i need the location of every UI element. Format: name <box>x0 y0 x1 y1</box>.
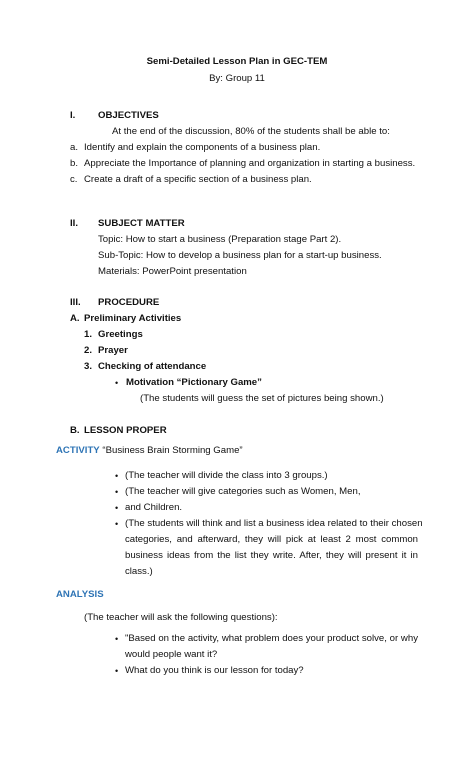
analysis-question: What do you think is our lesson for today? <box>125 665 304 676</box>
subsection-letter-a: A. <box>70 313 80 324</box>
step-item: Greetings <box>98 329 143 340</box>
objective-letter: a. <box>70 142 79 153</box>
analysis-label: ANALYSIS <box>56 589 104 600</box>
materials-line: Materials: PowerPoint presentation <box>98 266 247 277</box>
subsection-letter-b: B. <box>70 425 80 436</box>
section-numeral-1: I. <box>70 110 76 121</box>
objective-letter: b. <box>70 158 79 169</box>
objective-item: Create a draft of a specific section of a business plan. <box>84 174 312 185</box>
topic-line: Topic: How to start a business (Preparation stage Part 2). <box>98 234 342 245</box>
step-item: Prayer <box>98 345 128 356</box>
step-number: 3. <box>84 361 93 372</box>
bullet-icon: • <box>115 666 119 676</box>
objective-letter: c. <box>70 174 78 185</box>
activity-bullet: (The teacher will give categories such as Women, Men, <box>125 486 361 497</box>
activity-bullet: and Children. <box>125 502 183 513</box>
analysis-question-continuation: would people want it? <box>125 649 218 660</box>
activity-label: ACTIVITY <box>56 445 100 456</box>
objective-item: Identify and explain the components of a business plan. <box>84 142 321 153</box>
activity-bullet: (The students will think and list a business idea related to their chosen <box>125 518 423 529</box>
subject-matter-heading: SUBJECT MATTER <box>98 218 185 229</box>
subtopic-line: Sub-Topic: How to develop a business plan for a start-up business. <box>98 250 382 261</box>
activity-continuation: class.) <box>125 566 153 577</box>
bullet-icon: • <box>115 487 119 497</box>
analysis-question: "Based on the activity, what problem does your product solve, or why <box>125 633 418 644</box>
bullet-icon: • <box>115 471 119 481</box>
section-numeral-3: III. <box>70 297 81 308</box>
lesson-proper-heading: LESSON PROPER <box>84 425 167 436</box>
activity-continuation: business ideas from the list they write. After, they will present it in <box>125 550 418 561</box>
motivation-note: (The students will guess the set of pictures being shown.) <box>140 393 384 404</box>
objective-item: Appreciate the Importance of planning and organization in starting a business. <box>84 158 416 169</box>
step-number: 1. <box>84 329 93 340</box>
objectives-heading: OBJECTIVES <box>98 110 159 121</box>
activity-continuation: categories, and afterward, they will pick at least 2 most common <box>125 534 418 545</box>
activity-line <box>56 445 243 457</box>
bullet-icon: • <box>115 634 119 644</box>
preliminary-activities-heading: Preliminary Activities <box>84 313 182 324</box>
procedure-heading: PROCEDURE <box>98 297 160 308</box>
motivation-item: Motivation “Pictionary Game” <box>126 377 262 388</box>
activity-bullet: (The teacher will divide the class into 3 groups.) <box>125 470 328 481</box>
analysis-intro: (The teacher will ask the following questions): <box>84 612 278 623</box>
objectives-intro: At the end of the discussion, 80% of the students shall be able to: <box>112 126 390 137</box>
step-item: Checking of attendance <box>98 361 207 372</box>
step-number: 2. <box>84 345 93 356</box>
bullet-icon: • <box>115 503 119 513</box>
bullet-icon: • <box>115 378 119 388</box>
activity-title: “Business Brain Storming Game” <box>102 445 243 456</box>
page-title: Semi-Detailed Lesson Plan in GEC-TEM <box>146 56 328 67</box>
section-numeral-2: II. <box>70 218 78 229</box>
byline: By: Group 11 <box>209 73 265 84</box>
bullet-icon: • <box>115 519 119 529</box>
